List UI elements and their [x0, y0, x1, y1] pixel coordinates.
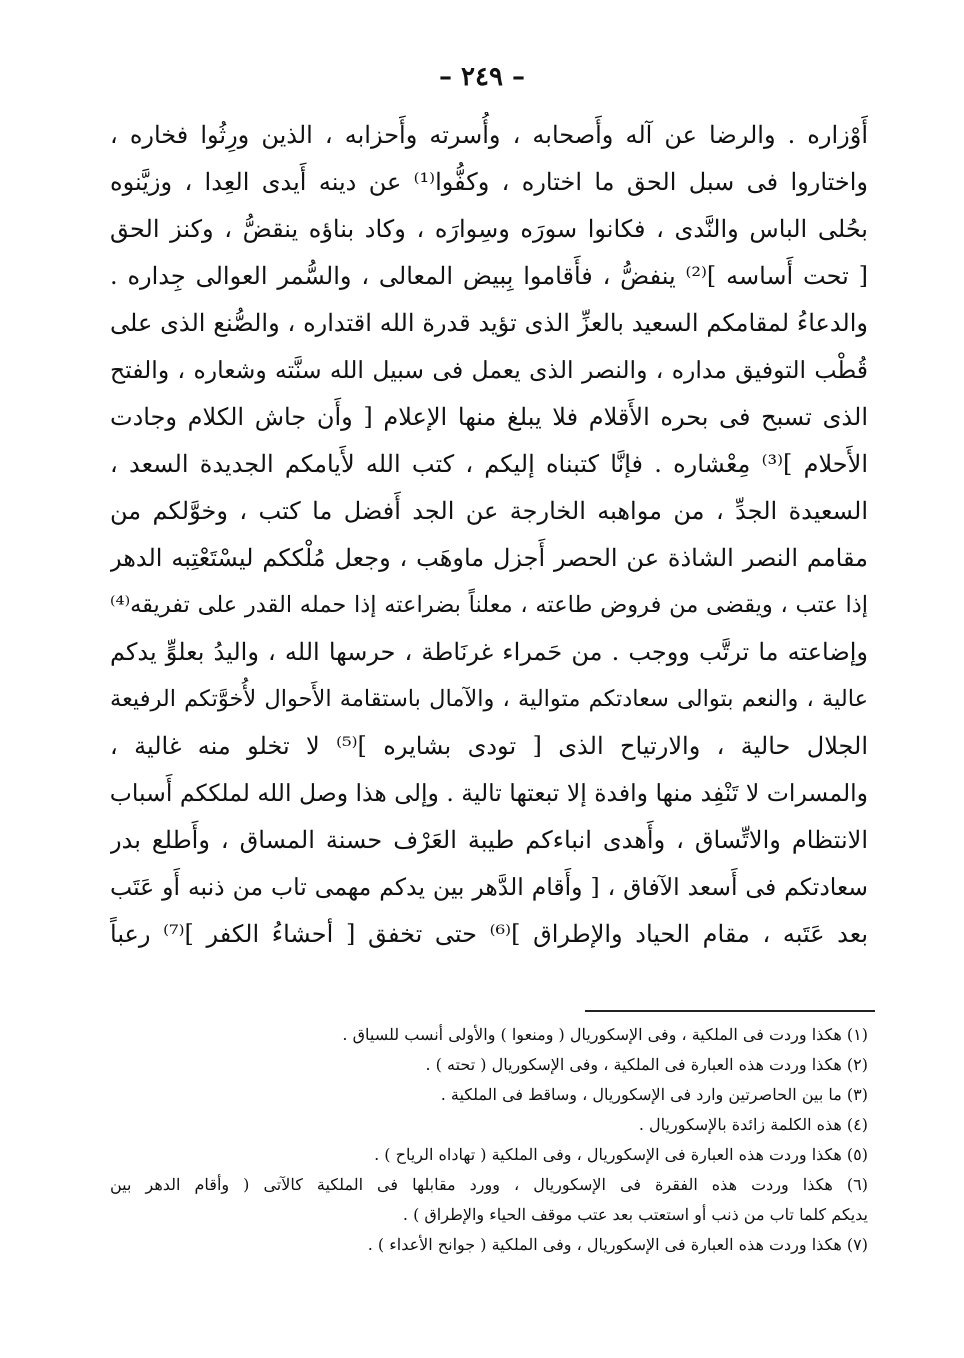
footnotes [110, 1020, 868, 1260]
text-line: إذا عتب ، ويقضى من فروض طاعته ، معلناً بضراعته إذا حمله القدر على تفريقه⁽⁴⁾ [110, 592, 868, 618]
footnote: (٢) هكذا وردت هذه العبارة فى الملكية ، وفى الإسكوريال ( تحته ) . [425, 1055, 868, 1074]
text-line: السعيدة الجدِّ ، من مواهبه الخارجة عن الجد أَفضل ما كتب ، وخوَّلكم من [110, 497, 868, 525]
text-line: [ تحت أَساسه ]⁽²⁾ ينفضُّ ، فأَقاموا بِبيض المعالى ، والسُّمر العوالى جِداره . [110, 262, 868, 290]
text-line: قُطْب التوفيق مداره ، والنصر الذى يعمل فى سبيل الله سنَّته وشعاره ، والفتح [110, 356, 868, 384]
footnote: (١) هكذا وردت فى الملكية ، وفى الإسكوريال ( ومنعوا ) والأولى أنسب للسياق . [342, 1025, 868, 1044]
text-line: الذى تسبح فى بحره الأَقلام فلا يبلغ منها الإعلام [ وأَن جاش الكلام وجادت [110, 403, 868, 431]
text-line: عالية ، والنعم بتوالى سعادتكم متوالية ، والآمال باستقامة الأَحوال لأُخوَّتكم الرفيعة [110, 686, 868, 712]
text-line: بعد عَتَبه ، مقام الحياد والإطراق ]⁽⁶⁾ حتى تخفق [ أحشاءُ الكفر ]⁽⁷⁾ رعباً [110, 920, 868, 948]
footnote: (٤) هذه الكلمة زائدة بالإسكوريال . [638, 1115, 868, 1134]
footnote-separator [585, 1010, 875, 1012]
text-line: والمسرات لا تَنْفِد منها وافدة إلا تبعتها تالية . وإلى هذا وصل الله لملككم أَسباب [110, 779, 868, 807]
text-line: سعادتكم فى أَسعد الآفاق ، [ وأَقام الدَّهر بين يدكم مهمى تاب من ذنبه أَو عَتَب [110, 873, 868, 901]
page-number: – ٢٤٩ – [438, 62, 526, 92]
text-line: الجلال حالية ، والارتياح الذى [ تودى بشايره ]⁽⁵⁾ لا تخلو منه غالية ، [110, 732, 868, 760]
text-line: الانتظام والاتِّساق ، وأَهدى انباءكم طيبة العَرْف حسنة المساق ، وأَطلع بدر [110, 826, 868, 854]
footnote-continuation: يديكم كلما تاب من ذنب أو استعتب بعد عتب موقف الحياء والإطراق ) . [402, 1205, 868, 1224]
text-line: الأَحلام ]⁽³⁾ مِعْشاره . فإنَّا كتبناه إليكم ، كتب الله لأَيامكم الجديدة السعد ، [110, 450, 868, 478]
footnote: (٣) ما بين الحاصرتين وارد فى الإسكوريال ، وساقط فى الملكية . [440, 1085, 868, 1104]
main-text [110, 112, 868, 958]
text-line: مقامم النصر الشاذة عن الحصر أَجزل ماوهَب ، وجعل مُلْككم ليسْتَعْتِبه الدهر [110, 544, 868, 572]
text-line: وإضاعته ما ترتَّب ووجب . من حَمراء غرنَاطة ، حرسها الله ، واليدُ بعلوٍّ يدكم [110, 638, 868, 666]
text-line: أَوْزاره . والرضا عن آله وأَصحابه ، وأُسرته وأَحزابه ، الذين ورِثُوا فخاره ، [110, 121, 868, 149]
text-line: بحُلى الباس والنَّدى ، فكانوا سورَه وسِوارَه ، وكاد بناؤه ينقضُّ ، وكنز الحق [110, 215, 868, 243]
text-line: والدعاءُ لمقامكم السعيد بالعزِّ الذى تؤيد قدرة الله اقتداره ، والصُّنع الذى على [110, 309, 868, 337]
footnote: (٦) هكذا وردت هذه الفقرة فى الإسكوريال ، وورد مقابلها فى الملكية كالآتى ( وأقام الدهر بين [110, 1175, 868, 1194]
text-line: واختاروا فى سبل الحق ما اختاره ، وكفُّوا⁽¹⁾ عن دينه أَيدى العِدا ، وزيَّنوه [110, 168, 868, 196]
footnote: (٥) هكذا وردت هذه العبارة فى الإسكوريال ، وفى الملكية ( تهاداه الرياح ) . [374, 1145, 868, 1164]
footnote: (٧) هكذا وردت هذه العبارة فى الإسكوريال ، وفى الملكية ( جوانح الأعداء ) . [367, 1235, 868, 1254]
